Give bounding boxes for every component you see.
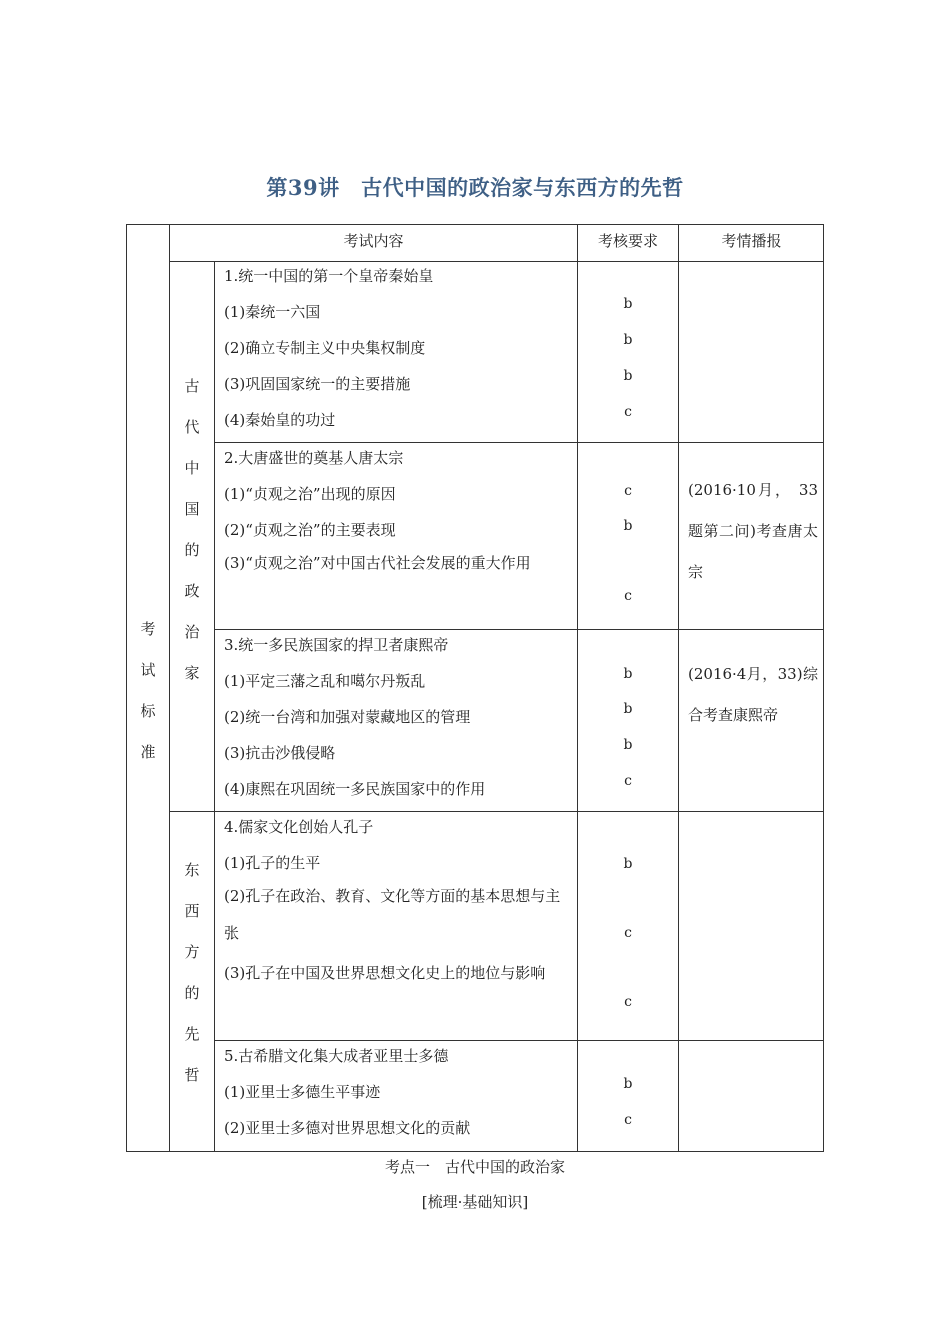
section-title: 考点一 古代中国的政治家 xyxy=(384,1158,565,1176)
column-divider xyxy=(169,224,170,1152)
report-note: (2016·10月， 33题第二问)考查唐太宗 xyxy=(688,481,818,581)
section-item: (1)亚里士多德生平事迹 xyxy=(224,1083,381,1101)
outer-label: 考试标准 xyxy=(140,620,156,761)
requirement-level: b xyxy=(623,701,633,717)
section-item: (3)抗击沙俄侵略 xyxy=(224,744,336,762)
section-item: (3)巩固国家统一的主要措施 xyxy=(224,375,411,393)
requirement-level: b xyxy=(623,737,633,753)
requirement-level: b xyxy=(623,666,633,682)
section-item: (1)孔子的生平 xyxy=(224,854,321,872)
header-report: 考情播报 xyxy=(721,232,782,250)
section-item: (1)秦统一六国 xyxy=(224,303,321,321)
page-title: 第39讲 古代中国的政治家与东西方的先哲 xyxy=(266,175,684,200)
section-item: (2)统一台湾和加强对蒙藏地区的管理 xyxy=(224,708,471,726)
report-note: (2016·4月，33)综合考查康熙帝 xyxy=(688,665,818,724)
requirement-level: b xyxy=(623,296,633,312)
section-item: (2)确立专制主义中央集权制度 xyxy=(224,339,426,357)
row-divider xyxy=(214,1040,824,1041)
section-item: (1)“贞观之治”出现的原因 xyxy=(224,485,396,503)
section-heading: 5.古希腊文化集大成者亚里士多德 xyxy=(224,1047,449,1065)
row-divider xyxy=(214,442,824,443)
section-item: (2)孔子在政治、教育、文化等方面的基本思想与主张 xyxy=(224,887,561,942)
section-item: (2)“贞观之治”的主要表现 xyxy=(224,521,396,539)
requirement-level: b xyxy=(623,1076,633,1092)
section-heading: 1.统一中国的第一个皇帝秦始皇 xyxy=(224,267,434,285)
requirement-level: c xyxy=(624,773,632,789)
section-item: (1)平定三藩之乱和噶尔丹叛乱 xyxy=(224,672,426,690)
section-heading: 3.统一多民族国家的捍卫者康熙帝 xyxy=(224,636,449,654)
section-item: (4)秦始皇的功过 xyxy=(224,411,336,429)
requirement-level: c xyxy=(624,1112,632,1128)
section-item: (3)“贞观之治”对中国古代社会发展的重大作用 xyxy=(224,554,531,572)
requirement-level: c xyxy=(624,925,632,941)
requirement-level: c xyxy=(624,404,632,420)
section-item: (4)康熙在巩固统一多民族国家中的作用 xyxy=(224,780,486,798)
requirement-level: c xyxy=(624,483,632,499)
group-label-sages: 东西方的先哲 xyxy=(184,861,200,1084)
section-heading: 4.儒家文化创始人孔子 xyxy=(224,818,374,836)
requirement-level: b xyxy=(623,856,633,872)
row-divider xyxy=(169,261,824,262)
group-label-statesmen: 古代中国的政治家 xyxy=(184,377,200,682)
section-item: (2)亚里士多德对世界思想文化的贡献 xyxy=(224,1119,471,1137)
section-heading: 2.大唐盛世的奠基人唐太宗 xyxy=(224,449,404,467)
requirement-level: c xyxy=(624,588,632,604)
requirement-level: b xyxy=(623,368,633,384)
row-divider xyxy=(169,811,824,812)
requirement-level: b xyxy=(623,518,633,534)
row-divider xyxy=(214,629,824,630)
section-item: (3)孔子在中国及世界思想文化史上的地位与影响 xyxy=(224,964,546,982)
column-divider xyxy=(577,224,578,1152)
header-requirement: 考核要求 xyxy=(597,232,658,250)
requirement-level: c xyxy=(624,994,632,1010)
column-divider xyxy=(214,261,215,1152)
column-divider xyxy=(678,224,679,1152)
section-subtitle: [梳理·基础知识] xyxy=(421,1193,529,1211)
requirement-level: b xyxy=(623,332,633,348)
header-content: 考试内容 xyxy=(343,232,404,250)
